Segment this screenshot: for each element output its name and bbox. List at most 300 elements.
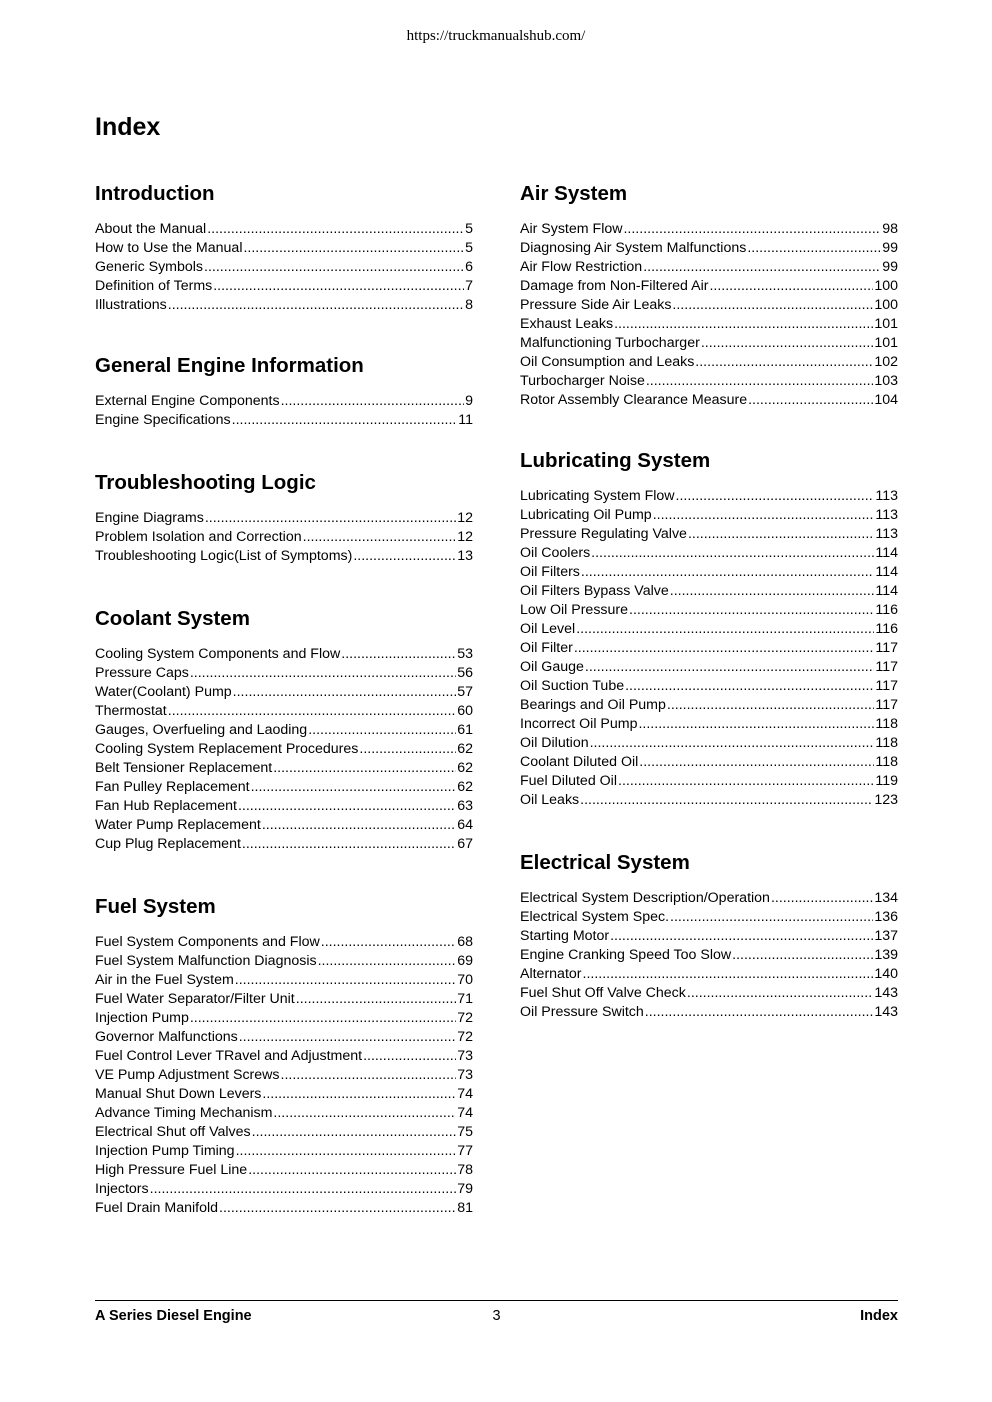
- entry-page-number: 71: [457, 991, 473, 1007]
- index-entry: [520, 353, 898, 372]
- index-entry: [520, 601, 898, 620]
- entry-page-number: 5: [465, 221, 473, 237]
- entry-label: Exhaust Leaks: [520, 316, 614, 332]
- entry-label: Bearings and Oil Pump: [520, 697, 666, 713]
- entry-label: Problem Isolation and Correction: [95, 529, 302, 545]
- entry-label: High Pressure Fuel Line: [95, 1162, 248, 1178]
- section-heading: Coolant System: [95, 607, 250, 630]
- entry-page-number: 114: [875, 545, 898, 561]
- dot-leader: [695, 353, 873, 372]
- entry-page-number: 12: [457, 529, 473, 545]
- dot-leader: [639, 753, 874, 772]
- entry-label: Starting Motor: [520, 928, 610, 944]
- section-heading: Air System: [520, 182, 628, 205]
- entry-page-number: 56: [457, 665, 473, 681]
- entry-label: Air in the Fuel System: [95, 972, 234, 988]
- entry-label: Cup Plug Replacement: [95, 836, 241, 852]
- index-entry: [95, 797, 473, 816]
- dot-leader: [168, 702, 456, 721]
- index-entry: [95, 1142, 473, 1161]
- dot-leader: [672, 296, 873, 315]
- index-entry: [95, 664, 473, 683]
- dot-leader: [150, 1180, 457, 1199]
- index-entry: [520, 334, 898, 353]
- entry-label: Manual Shut Down Levers: [95, 1086, 262, 1102]
- entry-page-number: 117: [875, 697, 898, 713]
- entry-label: Rotor Assembly Clearance Measure: [520, 392, 748, 408]
- entry-label: External Engine Components: [95, 393, 280, 409]
- entry-label: Turbocharger Noise: [520, 373, 645, 389]
- dot-leader: [281, 392, 465, 411]
- dot-leader: [281, 1066, 457, 1085]
- entry-label: Engine Specifications: [95, 412, 231, 428]
- section-heading: Lubricating System: [520, 449, 711, 472]
- index-entry: [95, 778, 473, 797]
- footer-title: A Series Diesel Engine: [95, 1308, 252, 1324]
- entry-page-number: 75: [457, 1124, 473, 1140]
- entry-page-number: 113: [875, 507, 898, 523]
- entry-label: Fan Pulley Replacement: [95, 779, 250, 795]
- section-entries: [95, 933, 473, 1218]
- index-entry: [95, 759, 473, 778]
- entry-page-number: 102: [874, 354, 898, 370]
- entry-label: Oil Pressure Switch: [520, 1004, 644, 1020]
- entry-page-number: 104: [874, 392, 898, 408]
- entry-label: Lubricating Oil Pump: [520, 507, 652, 523]
- dot-leader: [190, 664, 456, 683]
- index-entry: [95, 990, 473, 1009]
- entry-page-number: 101: [874, 335, 898, 351]
- entry-page-number: 118: [875, 735, 898, 751]
- entry-page-number: 60: [457, 703, 473, 719]
- entry-label: Engine Cranking Speed Too Slow: [520, 947, 732, 963]
- entry-page-number: 61: [457, 722, 473, 738]
- entry-label: Electrical System Description/Operation: [520, 890, 770, 906]
- dot-leader: [585, 658, 874, 677]
- dot-leader: [747, 239, 881, 258]
- index-entry: [95, 411, 473, 430]
- entry-page-number: 99: [882, 240, 898, 256]
- entry-label: Thermostat: [95, 703, 167, 719]
- dot-leader: [610, 927, 873, 946]
- dot-leader: [341, 645, 456, 664]
- entry-page-number: 98: [882, 221, 898, 237]
- entry-label: Gauges, Overfueling and Laoding: [95, 722, 308, 738]
- index-entry: [95, 1009, 473, 1028]
- index-entry: [95, 239, 473, 258]
- entry-label: Fuel Control Lever TRavel and Adjustment: [95, 1048, 363, 1064]
- index-entry: [95, 296, 473, 315]
- header-url: https://truckmanualshub.com/: [406, 28, 586, 44]
- index-entry: [520, 889, 898, 908]
- index-entry: [520, 239, 898, 258]
- dot-leader: [645, 1003, 874, 1022]
- index-entry: [95, 1028, 473, 1047]
- index-entry: [520, 715, 898, 734]
- index-entry: [520, 487, 898, 506]
- index-entry: [95, 547, 473, 566]
- index-entry: [95, 740, 473, 759]
- entry-label: Electrical System Spec.: [520, 909, 670, 925]
- entry-page-number: 119: [875, 773, 898, 789]
- entry-label: Air Flow Restriction: [520, 259, 643, 275]
- index-entry: [520, 1003, 898, 1022]
- section-entries: [95, 645, 473, 854]
- entry-label: Governor Malfunctions: [95, 1029, 238, 1045]
- index-entry: [95, 683, 473, 702]
- entry-page-number: 9: [465, 393, 473, 409]
- entry-page-number: 139: [874, 947, 898, 963]
- dot-leader: [676, 487, 875, 506]
- entry-page-number: 101: [874, 316, 898, 332]
- entry-label: Oil Coolers: [520, 545, 591, 561]
- footer-section: Index: [860, 1308, 898, 1324]
- dot-leader: [239, 1028, 456, 1047]
- entry-page-number: 11: [458, 412, 473, 428]
- entry-page-number: 68: [457, 934, 473, 950]
- dot-leader: [321, 933, 456, 952]
- dot-leader: [204, 258, 464, 277]
- section-heading: Introduction: [95, 182, 215, 205]
- index-section: [520, 179, 898, 410]
- index-section: [95, 179, 473, 315]
- entry-label: Electrical Shut off Valves: [95, 1124, 251, 1140]
- index-entry: [520, 677, 898, 696]
- index-entry: [520, 772, 898, 791]
- dot-leader: [252, 1123, 457, 1142]
- entry-page-number: 57: [457, 684, 473, 700]
- index-entry: [520, 734, 898, 753]
- entry-label: Injectors: [95, 1181, 149, 1197]
- entry-page-number: 137: [874, 928, 898, 944]
- dot-leader: [235, 971, 456, 990]
- dot-leader: [576, 620, 874, 639]
- entry-page-number: 13: [457, 548, 473, 564]
- entry-page-number: 100: [874, 297, 898, 313]
- entry-label: Generic Symbols: [95, 259, 204, 275]
- dot-leader: [232, 411, 458, 430]
- index-entry: [95, 258, 473, 277]
- entry-page-number: 78: [457, 1162, 473, 1178]
- entry-page-number: 62: [457, 741, 473, 757]
- entry-label: Oil Gauge: [520, 659, 584, 675]
- dot-leader: [732, 946, 873, 965]
- index-entry: [520, 946, 898, 965]
- entry-page-number: 72: [457, 1010, 473, 1026]
- entry-label: Malfunctioning Turbocharger: [520, 335, 700, 351]
- index-column-left: [95, 179, 473, 1218]
- entry-page-number: 114: [875, 583, 898, 599]
- index-entry: [95, 1161, 473, 1180]
- section-entries: [520, 487, 898, 810]
- entry-label: Fan Hub Replacement: [95, 798, 237, 814]
- dot-leader: [251, 778, 457, 797]
- entry-label: Pressure Side Air Leaks: [520, 297, 672, 313]
- dot-leader: [701, 334, 874, 353]
- entry-label: Pressure Regulating Valve: [520, 526, 687, 542]
- index-entry: [520, 582, 898, 601]
- entry-label: Fuel Shut Off Valve Check: [520, 985, 686, 1001]
- dot-leader: [583, 965, 874, 984]
- entry-page-number: 136: [874, 909, 898, 925]
- entry-page-number: 114: [875, 564, 898, 580]
- entry-page-number: 116: [875, 621, 898, 637]
- index-entry: [95, 816, 473, 835]
- dot-leader: [771, 889, 873, 908]
- dot-leader: [590, 734, 875, 753]
- index-entry: [520, 753, 898, 772]
- dot-leader: [262, 816, 456, 835]
- index-entry: [520, 908, 898, 927]
- index-entry: [95, 220, 473, 239]
- dot-leader: [308, 721, 456, 740]
- entry-page-number: 69: [457, 953, 473, 969]
- entry-page-number: 123: [874, 792, 898, 808]
- footer-rule: [95, 1300, 898, 1301]
- entry-label: Illustrations: [95, 297, 167, 313]
- dot-leader: [168, 296, 464, 315]
- entry-label: Injection Pump: [95, 1010, 189, 1026]
- entry-page-number: 12: [457, 510, 473, 526]
- index-entry: [95, 933, 473, 952]
- entry-page-number: 117: [875, 659, 898, 675]
- section-heading: Fuel System: [95, 895, 216, 918]
- section-entries: [520, 889, 898, 1022]
- entry-label: Oil Level: [520, 621, 576, 637]
- entry-label: Water(Coolant) Pump: [95, 684, 232, 700]
- index-entry: [520, 544, 898, 563]
- entry-label: Low Oil Pressure: [520, 602, 629, 618]
- dot-leader: [614, 315, 873, 334]
- dot-leader: [273, 759, 456, 778]
- entry-label: Coolant Diluted Oil: [520, 754, 639, 770]
- dot-leader: [233, 683, 457, 702]
- dot-leader: [643, 258, 881, 277]
- index-section: [95, 351, 473, 430]
- dot-leader: [670, 582, 875, 601]
- dot-leader: [618, 772, 874, 791]
- dot-leader: [591, 544, 874, 563]
- entry-page-number: 70: [457, 972, 473, 988]
- entry-label: Oil Suction Tube: [520, 678, 625, 694]
- index-entry: [95, 952, 473, 971]
- index-entry: [95, 1085, 473, 1104]
- entry-page-number: 5: [465, 240, 473, 256]
- entry-label: Diagnosing Air System Malfunctions: [520, 240, 747, 256]
- dot-leader: [248, 1161, 456, 1180]
- dot-leader: [213, 277, 464, 296]
- entry-page-number: 113: [875, 526, 898, 542]
- index-entry: [520, 258, 898, 277]
- dot-leader: [296, 990, 456, 1009]
- entry-page-number: 134: [874, 890, 898, 906]
- index-entry: [520, 315, 898, 334]
- entry-label: Injection Pump Timing: [95, 1143, 235, 1159]
- index-entry: [95, 509, 473, 528]
- index-entry: [95, 971, 473, 990]
- footer-page-number: 3: [492, 1308, 501, 1324]
- entry-label: Advance Timing Mechanism: [95, 1105, 273, 1121]
- section-entries: [95, 392, 473, 430]
- entry-label: Fuel Drain Manifold: [95, 1200, 219, 1216]
- entry-page-number: 143: [874, 1004, 898, 1020]
- dot-leader: [205, 509, 456, 528]
- dot-leader: [580, 791, 873, 810]
- dot-leader: [353, 547, 456, 566]
- dot-leader: [625, 677, 874, 696]
- index-entry: [520, 277, 898, 296]
- entry-page-number: 53: [457, 646, 473, 662]
- dot-leader: [190, 1009, 456, 1028]
- entry-label: Fuel Diluted Oil: [520, 773, 617, 789]
- dot-leader: [687, 984, 873, 1003]
- entry-page-number: 7: [465, 278, 473, 294]
- dot-leader: [709, 277, 873, 296]
- entry-label: Fuel System Components and Flow: [95, 934, 320, 950]
- index-entry: [520, 296, 898, 315]
- entry-page-number: 79: [457, 1181, 473, 1197]
- entry-label: Oil Filter: [520, 640, 573, 656]
- entry-page-number: 62: [457, 779, 473, 795]
- dot-leader: [653, 506, 875, 525]
- index-section: [95, 892, 473, 1218]
- entry-label: Cooling System Replacement Procedures: [95, 741, 359, 757]
- dot-leader: [238, 797, 456, 816]
- entry-label: Oil Filters: [520, 564, 580, 580]
- dot-leader: [207, 220, 464, 239]
- entry-page-number: 74: [457, 1105, 473, 1121]
- entry-label: Incorrect Oil Pump: [520, 716, 638, 732]
- page-footer: [95, 1306, 898, 1326]
- dot-leader: [359, 740, 456, 759]
- index-section: [520, 446, 898, 810]
- dot-leader: [262, 1085, 456, 1104]
- dot-leader: [670, 908, 873, 927]
- entry-label: Engine Diagrams: [95, 510, 204, 526]
- entry-label: Damage from Non-Filtered Air: [520, 278, 709, 294]
- index-entry: [95, 1123, 473, 1142]
- index-entry: [520, 791, 898, 810]
- index-entry: [520, 506, 898, 525]
- dot-leader: [646, 372, 873, 391]
- section-heading: General Engine Information: [95, 354, 364, 377]
- index-entry: [520, 639, 898, 658]
- section-entries: [520, 220, 898, 410]
- index-entry: [520, 220, 898, 239]
- dot-leader: [629, 601, 874, 620]
- dot-leader: [236, 1142, 457, 1161]
- dot-leader: [273, 1104, 456, 1123]
- entry-page-number: 81: [457, 1200, 473, 1216]
- entry-label: Cooling System Components and Flow: [95, 646, 341, 662]
- entry-label: Lubricating System Flow: [520, 488, 675, 504]
- dot-leader: [638, 715, 874, 734]
- entry-page-number: 73: [457, 1048, 473, 1064]
- entry-page-number: 77: [457, 1143, 473, 1159]
- entry-page-number: 6: [465, 259, 473, 275]
- entry-page-number: 62: [457, 760, 473, 776]
- index-entry: [95, 721, 473, 740]
- index-entry: [95, 835, 473, 854]
- index-section: [95, 468, 473, 566]
- entry-label: Oil Consumption and Leaks: [520, 354, 695, 370]
- dot-leader: [581, 563, 874, 582]
- index-entry: [95, 1104, 473, 1123]
- section-heading: Electrical System: [520, 851, 690, 874]
- entry-label: Definition of Terms: [95, 278, 213, 294]
- entry-label: Troubleshooting Logic(List of Symptoms): [95, 548, 353, 564]
- entry-label: Oil Dilution: [520, 735, 589, 751]
- entry-label: Belt Tensioner Replacement: [95, 760, 273, 776]
- dot-leader: [574, 639, 875, 658]
- entry-page-number: 72: [457, 1029, 473, 1045]
- dot-leader: [623, 220, 881, 239]
- entry-page-number: 64: [457, 817, 473, 833]
- entry-page-number: 73: [457, 1067, 473, 1083]
- entry-page-number: 113: [875, 488, 898, 504]
- index-entry: [95, 392, 473, 411]
- entry-label: About the Manual: [95, 221, 207, 237]
- index-entry: [95, 1066, 473, 1085]
- index-column-right: [520, 179, 898, 1022]
- index-entry: [520, 391, 898, 410]
- entry-page-number: 67: [457, 836, 473, 852]
- index-entry: [520, 372, 898, 391]
- page-title: Index: [95, 113, 161, 141]
- section-heading: Troubleshooting Logic: [95, 471, 316, 494]
- entry-page-number: 118: [875, 754, 898, 770]
- dot-leader: [667, 696, 874, 715]
- dot-leader: [303, 528, 457, 547]
- entry-page-number: 117: [875, 678, 898, 694]
- entry-label: Fuel Water Separator/Filter Unit: [95, 991, 295, 1007]
- index-section: [95, 604, 473, 854]
- entry-label: Air System Flow: [520, 221, 623, 237]
- index-entry: [95, 1199, 473, 1218]
- section-entries: [95, 509, 473, 566]
- entry-page-number: 63: [457, 798, 473, 814]
- index-entry: [520, 525, 898, 544]
- entry-page-number: 117: [875, 640, 898, 656]
- index-section: [520, 848, 898, 1022]
- entry-label: Water Pump Replacement: [95, 817, 261, 833]
- index-entry: [520, 620, 898, 639]
- entry-page-number: 118: [875, 716, 898, 732]
- entry-page-number: 100: [874, 278, 898, 294]
- entry-label: Oil Leaks: [520, 792, 580, 808]
- index-entry: [520, 696, 898, 715]
- index-entry: [95, 277, 473, 296]
- entry-label: How to Use the Manual: [95, 240, 243, 256]
- entry-label: Oil Filters Bypass Valve: [520, 583, 669, 599]
- entry-label: VE Pump Adjustment Screws: [95, 1067, 280, 1083]
- section-entries: [95, 220, 473, 315]
- entry-label: Alternator: [520, 966, 582, 982]
- entry-page-number: 8: [465, 297, 473, 313]
- entry-page-number: 140: [874, 966, 898, 982]
- dot-leader: [748, 391, 873, 410]
- entry-label: Pressure Caps: [95, 665, 189, 681]
- entry-page-number: 103: [874, 373, 898, 389]
- entry-page-number: 74: [457, 1086, 473, 1102]
- dot-leader: [242, 835, 456, 854]
- dot-leader: [688, 525, 874, 544]
- dot-leader: [363, 1047, 456, 1066]
- entry-page-number: 143: [874, 985, 898, 1001]
- index-entry: [520, 965, 898, 984]
- dot-leader: [318, 952, 457, 971]
- index-entry: [95, 528, 473, 547]
